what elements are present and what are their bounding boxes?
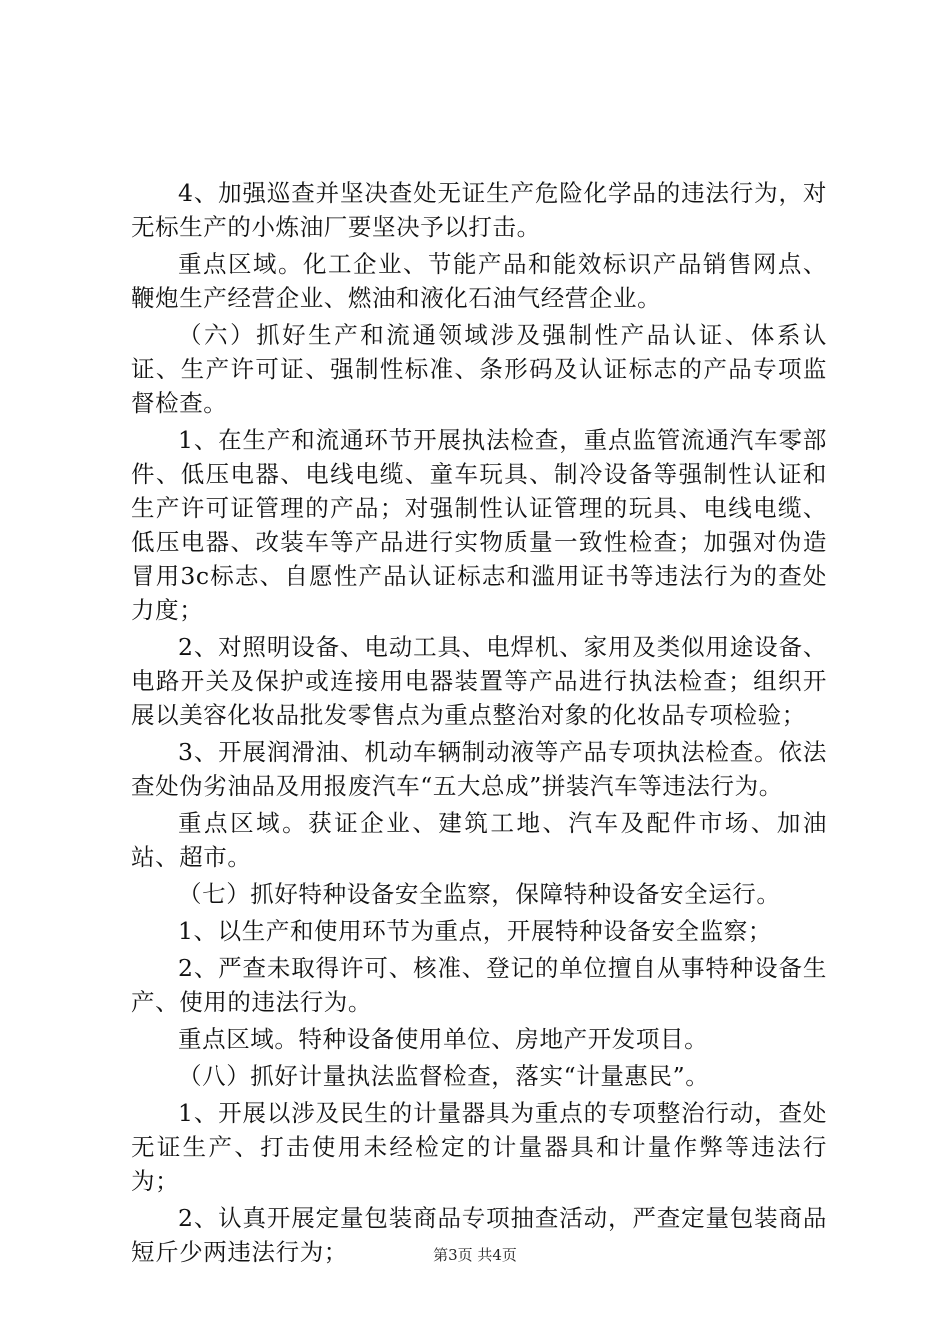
- paragraph: 1、在生产和流通环节开展执法检查，重点监管流通汽车零部件、低压电器、电线电缆、童车玩具、制冷设备等强制性认证和生产许可证管理的产品；对强制性认证管理的玩具、电线电缆、低压电器、改装车等产品进行实物质量一致性检查；加强对伪造冒用3c标志、自愿性产品认证标志和滥用证书等违法行为的查处力度；: [131, 426, 827, 624]
- paragraph: 重点区域。获证企业、建筑工地、汽车及配件市场、加油站、超市。: [131, 809, 827, 871]
- paragraph: 2、认真开展定量包装商品专项抽查活动，严查定量包装商品短斤少两违法行为；: [131, 1204, 827, 1266]
- paragraph: 2、对照明设备、电动工具、电焊机、家用及类似用途设备、电路开关及保护或连接用电器装置等产品进行执法检查；组织开展以美容化妆品批发零售点为重点整治对象的化妆品专项检验；: [131, 633, 827, 729]
- document-body: [131, 176, 827, 1272]
- paragraph: 1、以生产和使用环节为重点，开展特种设备安全监察；: [178, 917, 772, 945]
- paragraph: （八）抓好计量执法监督检查，落实“计量惠民”。: [178, 1062, 710, 1090]
- page-footer: [0, 1244, 950, 1265]
- paragraph: 2、严查未取得许可、核准、登记的单位擅自从事特种设备生产、使用的违法行为。: [131, 954, 827, 1016]
- paragraph: 重点区域。特种设备使用单位、房地产开发项目。: [178, 1025, 709, 1053]
- paragraph: （六）抓好生产和流通领域涉及强制性产品认证、体系认证、生产许可证、强制性标准、条形码及认证标志的产品专项监督检查。: [131, 321, 827, 417]
- paragraph: 4、加强巡查并坚决查处无证生产危险化学品的违法行为，对无标生产的小炼油厂要坚决予以打击。: [131, 179, 827, 241]
- paragraph: 3、开展润滑油、机动车辆制动液等产品专项执法检查。依法查处伪劣油品及用报废汽车“五大总成”拼装汽车等违法行为。: [131, 738, 827, 800]
- paragraph: （七）抓好特种设备安全监察，保障特种设备安全运行。: [178, 880, 781, 908]
- paragraph: 1、开展以涉及民生的计量器具为重点的专项整治行动，查处无证生产、打击使用未经检定的计量器具和计量作弊等违法行为；: [131, 1099, 827, 1195]
- page-number: 第3页 共4页: [433, 1246, 517, 1264]
- paragraph: 重点区域。化工企业、节能产品和能效标识产品销售网点、鞭炮生产经营企业、燃油和液化石油气经营企业。: [131, 250, 827, 312]
